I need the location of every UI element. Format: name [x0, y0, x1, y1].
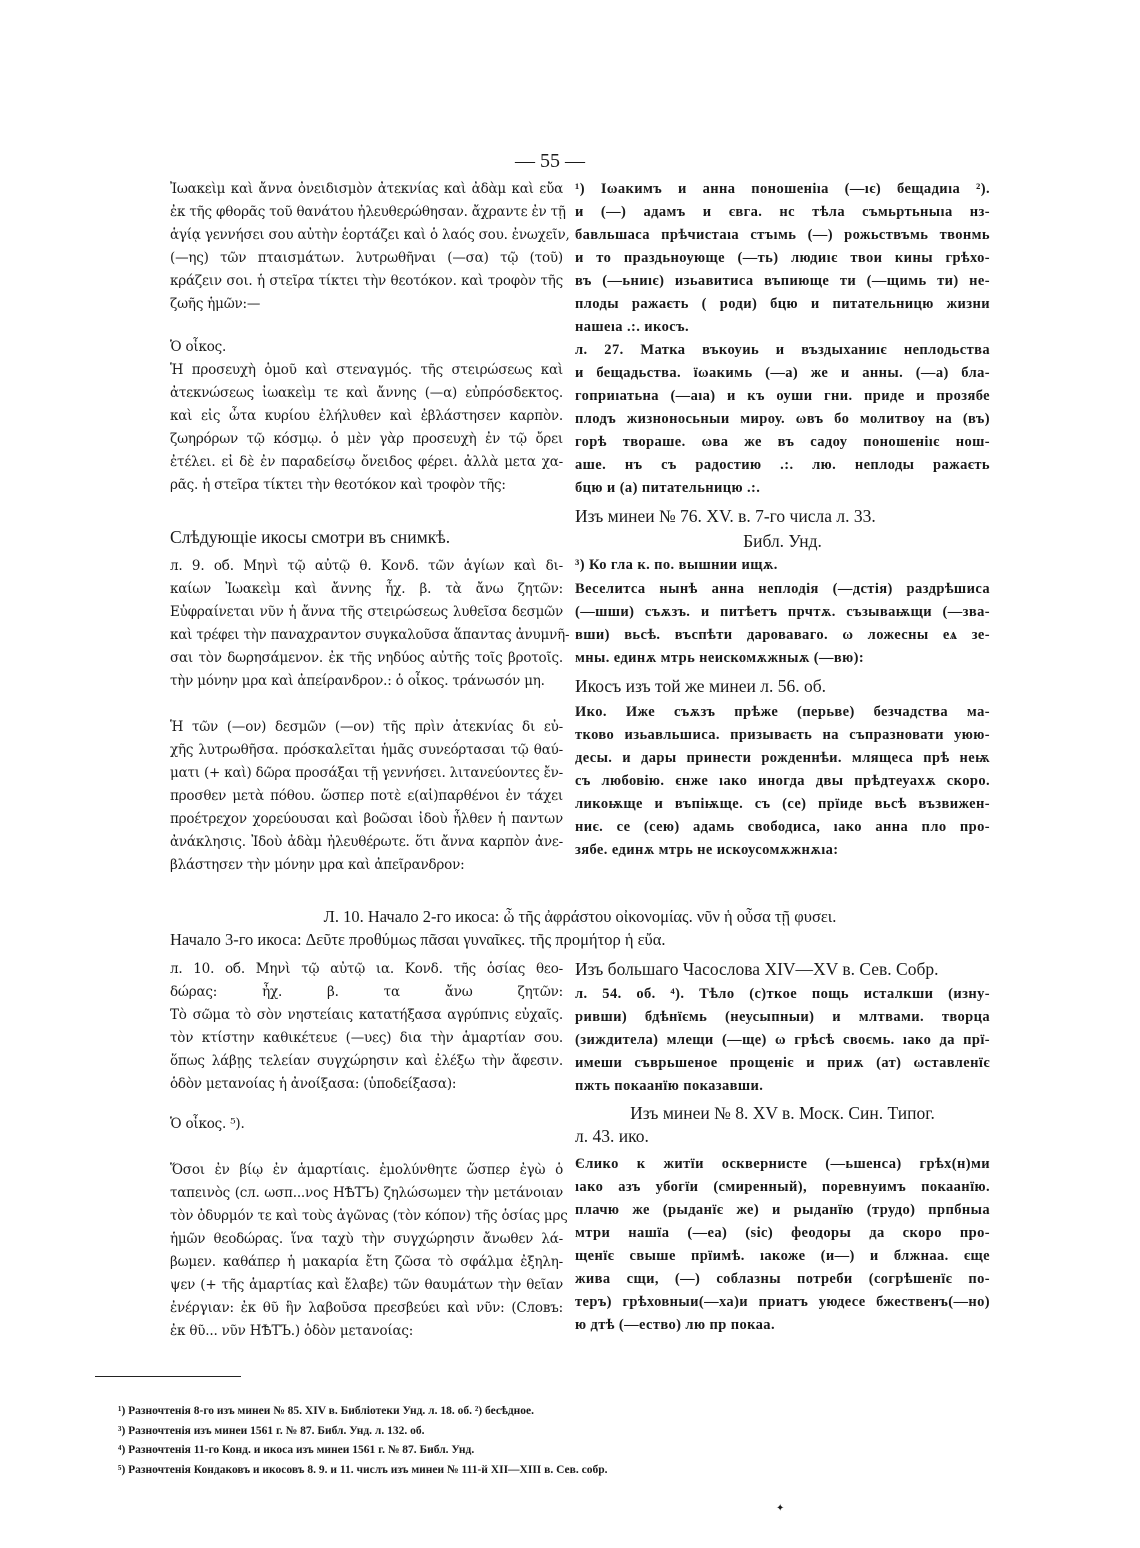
text-line: τὸν ὀδυρμόν τε καὶ τοὺς ἀγῶνας (τὸν κόπον) τῆς ὁσίας μρς — [170, 1208, 568, 1224]
text-line: горѣ твораше. ωва же въ садоу поношеніıє нош- — [575, 434, 990, 450]
text-line: и бещадьства. їωакимь (—а) же и анны. (—а) бла- — [575, 365, 990, 381]
text-line: Ико. Иже съѫзъ прѣже (перьве) безчадства ма- — [575, 704, 990, 720]
text-line: τὸν κτίστην καθικέτευε (—υες) δια τὴν ἁμαρτίαν σου. — [170, 1030, 563, 1046]
source-library: Библ. Унд. — [743, 531, 822, 551]
right-ikos-heading — [575, 675, 990, 698]
text-line: Ἰωακεὶμ καὶ ἄννα ὀνειδισμὸν ἀτεκνίας καὶ ἀδὰμ καὶ εὔα — [170, 181, 563, 197]
text-line: бавльшаса прѣчистаıа стъıмь (—) рожьствъмь твонмь — [575, 227, 990, 243]
text-line: Ἡ προσευχὴ ὁμοῦ καὶ στεναγμός. τῆς στειρώσεως καὶ — [170, 362, 563, 378]
text-line: ἐτέλει. εἰ δὲ ἐν παραδείσῳ ὄνειδος φέρει. ἀλλὰ μετα χα- — [170, 454, 563, 470]
right-slavonic-oikos — [575, 339, 990, 500]
text-line: л. 10. об. Μηνὶ τῷ αὐτῷ ια. Κονδ. τῆς ὁσίας θεο- — [170, 961, 563, 977]
right-kontakion-tone — [575, 554, 990, 577]
text-line: л. 27. Матка въкоуиь и въздыханиıє неплодьства — [575, 342, 990, 358]
text-line: τὴν μόνην μρα καὶ ἀπείρανδρον.: ὁ οἶκος. τράνωσόν μη. — [170, 673, 545, 689]
text-line: δώρας: ἦχ. β. τα ἄνω ζητῶν: — [170, 984, 563, 1000]
text-line: имеши съврьшеное прощеніє и приѫ (ат) ωставленїє — [575, 1055, 990, 1071]
text-line: βωμεν. καθάπερ ἡ μακαρία ἔτη ζῶσα τὸ σφάλμα ἐξηλη- — [170, 1254, 563, 1270]
ikos-heading: Икосъ изъ той же минеи л. 56. об. — [575, 676, 827, 696]
source-line: Изъ минеи № 76. XV. в. 7-го числа л. 33. — [575, 506, 876, 526]
text-line: χῆς λυτρωθῆσα. πρόσκαλεῖται ἡμᾶς συνεόρτασαι τῷ θαύ- — [170, 742, 563, 758]
text-line: Εὐφραίνεται νῦν ἡ ἄννα τῆς στειρώσεως λυθεῖσα δεσμῶν — [170, 604, 563, 620]
left-oikos2-heading — [170, 1113, 563, 1136]
text-line: мтри нашїа (—еа) (sic) феодоры да скоро про- — [575, 1225, 990, 1241]
text-line: л. 54. об. ⁴). Тѣло (с)ткое пощь исталкши (изну- — [575, 986, 990, 1002]
text-line: гоприıатьна (—аıа) и къ оуши гни. приде и прозябе — [575, 388, 990, 404]
text-line: плодъ жизноносьныи мироу. ωвъ бо молитвоу на (въ) — [575, 411, 990, 427]
section-heading: Слѣдующіе икосы смотри въ снимкѣ. — [170, 527, 451, 547]
right-slavonic-kontakion — [575, 178, 990, 339]
text-line: ζωῆς ἡμῶν:— — [170, 296, 261, 312]
text-line: Ὅσοι ἐν βίῳ ἐν ἁμαρτίαις. ἐμολύνθητε ὥσπερ ἐγὼ ὁ — [170, 1162, 563, 1178]
text-line: ἐνέργιαν: ἐκ θῦ ἣν λαβοῦσα πρεσβεύει καὶ νῦν: (Словъ: — [170, 1300, 563, 1316]
text-line: жива сщи, (—) соблазны потреби (согрѣшенїє по- — [575, 1271, 990, 1287]
text-line: ю дтѣ (—ество) лю пр покаа. — [575, 1317, 775, 1333]
text-line: Веселитса нынѣ анна неплодія (—дстія) раздрѣшиса — [575, 581, 990, 597]
text-line: ρᾶς. ἡ στεῖρα τίκτει τὴν θεοτόκον καὶ τροφὸν τῆς: — [170, 477, 506, 493]
source-line: Изъ большаго Часослова XIV—XV в. Сев. Собр. — [575, 959, 939, 979]
text-line: ривши) бдѣнїємь (неусыпныи) и млтвами. творца — [575, 1009, 990, 1025]
right-source-1 — [575, 505, 990, 553]
text-line: Єлико к житїи осквернисте (—ьшенса) грѣх(н)ми — [575, 1156, 990, 1172]
text-line: σαι τὸν δωρησάμενον. ἐκ τῆς νηδύος αὐτῆς τοῖς βροτοῖς. — [170, 650, 563, 666]
print-mark: ✦ — [776, 1503, 785, 1514]
kontakion-tone: ³) Ко гла к. по. вышнии ищѫ. — [575, 557, 778, 573]
text-line: мны. единѫ мтрь неискомѫжныѫ (—вю): — [575, 650, 865, 666]
text-line: ταπεινὸς (сл. ωσπ...νος НѢТЪ) ζηλώσωμεν τὴν μετάνοιαν — [170, 1185, 563, 1201]
text-line: теръ) грѣховныи(—ха)и приатъ уюдесе бжественъ(—но) — [575, 1294, 990, 1310]
text-line: пжть покаанїю показавши. — [575, 1078, 764, 1094]
text-line: ниє. се (сею) адамь свободиса, ıако анна пло про- — [575, 819, 990, 835]
text-line: вши) вьсѣ. въспѣти дароваваго. ω ложесны еѧ зе- — [575, 627, 990, 643]
right-ikos-text — [575, 701, 990, 862]
text-line: Изъ минеи № 8. XV в. Моск. Син. Типог. — [630, 1103, 935, 1123]
left-kontakion-9 — [170, 555, 570, 693]
right-ikos-11 — [575, 1153, 990, 1337]
text-line: ⁵) Разночтенія Кондаковъ и икосовъ 8. 9. и 11. числъ изъ минеи № 111-й XII—XIII в. Сев. собр. — [118, 1463, 608, 1476]
text-line: (зиждитела) млещи (—ще) ω грѣсѣ своємь. ıако да прї- — [575, 1032, 990, 1048]
text-line: Л. 10. Начало 2-го икоса: ὦ τῆς ἀφράστου οἰκονομίας. νῦν ἡ οὖσα τῇ φυσει. — [323, 907, 837, 926]
text-line: Начало 3-го икоса: Δεῦτε προθύμως πᾶσαι γυναῖκες. τῆς προμήτορ ἡ εὔα. — [170, 930, 666, 949]
text-line: ³) Разночтенія изъ минеи 1561 г. № 87. Библ. Унд. л. 132. об. — [118, 1424, 425, 1437]
text-line: щенїє свыше прїимѣ. ıакоже (и—) и блжнаа. єще — [575, 1248, 990, 1264]
text-line: κράζειν σοι. ἡ στεῖρα τίκτει τὴν θεοτόκον. καὶ τροφὸν τῆς — [170, 273, 563, 289]
text-line: тково изьавльшиса. призываєть на съпразновати уюю- — [575, 727, 990, 743]
left-greek-kontakion-ending — [170, 178, 570, 316]
text-line: ἐκ τῆς φθορᾶς τοῦ θανάτου ἠλευθερώθησαν. ἄχραντε ἐν τῇ — [170, 204, 566, 220]
right-kontakion-text — [575, 578, 990, 670]
text-line: ¹) Іωакимъ и анна поношеніıа (—ıє) бещадиıа ²). — [575, 181, 990, 197]
text-line: плачю же (рыданїє же) и рыданїю (трудо) прпбныа — [575, 1202, 990, 1218]
footnote-divider — [95, 1376, 241, 1377]
text-line: и (—) адамъ и євга. нс тѣла съмьртьныıа нз- — [575, 204, 990, 220]
text-line: ζωηρόρων τῷ κόσμῳ. ὁ μὲν γὰρ προσευχὴ ἐν τῷ ὄρει — [170, 431, 563, 447]
text-line: ψεν (+ τῆς ἁμαρτίας καὶ ἔλαβε) τῶν θαυμάτων τὴν θεῖαν — [170, 1277, 563, 1293]
text-line: л. 9. об. Μηνὶ τῷ αὐτῷ θ. Κονδ. τῶν ἁγίων καὶ δι- — [170, 558, 563, 574]
text-line: л. 43. ико. — [575, 1126, 649, 1146]
text-line: βλάστησεν τὴν μόνην μρα καὶ ἀπεῖρανδρον: — [170, 857, 465, 873]
left-oikos-9 — [170, 716, 563, 877]
text-line: плоды ражаєть ( роди) бцю и питательницю жизни — [575, 296, 990, 312]
text-line: (—шши) съѫзъ. и питѣетъ прчтѫ. съзываѭщи (—зва- — [575, 604, 990, 620]
text-line: ὁδὸν μετανοίας ἡ ἀνοίξασα: (ὑποδείξασα): — [170, 1076, 457, 1092]
oikos-title: Ὁ οἶκος. ⁵). — [170, 1116, 245, 1132]
left-oikos-heading — [170, 336, 563, 359]
footnotes — [118, 1402, 608, 1480]
text-line: нашеıа .:. икосъ. — [575, 319, 689, 335]
left-kontakion-10 — [170, 958, 563, 1096]
text-line: ликоѭще и въпіѭще. съ (се) прїиде вьсѣ възвижен- — [575, 796, 990, 812]
text-line: ἡμῶν θεοδώρας. ἵνα ταχὺ τὴν συγχώρησιν ἄνωθεν λά- — [170, 1231, 563, 1247]
text-line: бцю и (а) питательницю .:. — [575, 480, 761, 496]
text-line: ὅπως λάβῃς τελείαν συγχώρησιν καὶ ἐλέξω τὴν ἄφεσιν. — [170, 1053, 563, 1069]
text-line: аше. нъ съ радостию .:. лю. неплоды ражаєть — [575, 457, 990, 473]
text-line: Τὸ σῶμα τὸ σὸν νηστείαις κατατήξασα αγρύπνις εὐχαῖς. — [170, 1007, 563, 1023]
text-line: καὶ τρέφει τὴν παναχραντον συγκαλοῦσα ἅπαντας ἀνυμνῆ- — [170, 627, 570, 643]
text-line: ἁγίᾳ γεννήσει σου αὐτὴν ἑορτάζει καὶ ὁ λαός σου. ἐνωχεῖν, — [170, 227, 570, 243]
text-line: Ἡ τῶν (—ον) δεσμῶν (—ον) τῆς πρὶν ἀτεκνίας δι εὐ- — [170, 719, 563, 735]
full-width-ikos-beginnings — [170, 905, 990, 951]
text-line: ἀτεκνώσεως ἰωακεὶμ τε καὶ ἄννης (—α) εὐπρόσδεκτος. — [170, 385, 563, 401]
text-line: (—ης) τῶν πταισμάτων. λυτρωθῆναι (—σα) τῷ (τοῦ) — [170, 250, 563, 266]
text-line: καὶ εἰς ὦτα κυρίου ἐλήλυθεν καὶ ἐβλάστησεν καρπὸν. — [170, 408, 563, 424]
text-line: ıако азъ убогїи (смиренный), поревнуимъ покаанїю. — [575, 1179, 990, 1195]
left-greek-oikos-text — [170, 359, 563, 497]
right-chasoslov-text — [575, 983, 990, 1098]
text-line: съ любовію. єнже ıако иногда двы прѣдтеуахѫ скоро. — [575, 773, 990, 789]
text-line: προέτρεχον χορεύουσαι καὶ βοῶσαι ἰδοὺ ἦλθεν ἡ παντων — [170, 811, 563, 827]
text-line: ¹) Разночтенія 8-го изъ минеи № 85. XIV в. Библіотеки Унд. л. 18. об. ²) бесѣдное. — [118, 1405, 535, 1417]
oikos-title: Ὁ οἶκος. — [170, 339, 227, 355]
text-line: προσθεν μετὰ πόθου. ὥσπερ ποτὲ ε(αἱ)παρθένοι ἐν τάχει — [170, 788, 563, 804]
right-source-2 — [575, 958, 990, 981]
text-line: καίων Ἰωακεὶμ καὶ ἄννης ἦχ. β. τὰ ἄνω ζητῶν: — [170, 581, 563, 597]
text-line: ἐκ θῦ... νῦν НѢТЪ.) ὁδὸν μετανοίας: — [170, 1323, 414, 1339]
text-line: ⁴) Разночтенія 11-го Конд. и икоса изъ минеи 1561 г. № 87. Библ. Унд. — [118, 1444, 475, 1456]
text-line: ματι (+ καὶ) δῶρα προσάξαι τῇ γεννήσει. λιτανεύοντες ἔν- — [170, 765, 563, 781]
text-line: въ (—ьниıє) изьавитиса въпиюще ти (—щимь ти) не- — [575, 273, 990, 289]
text-line: зябе. единѫ мтрь не искоусомѫжнѫıа: — [575, 842, 839, 858]
text-line: десы. и дары принести рожденнѣи. млящеса прѣ неѭ — [575, 750, 990, 766]
left-section-heading — [170, 526, 563, 549]
left-oikos-10 — [170, 1159, 568, 1343]
text-line: и то праздьноующе (—ть) людиıє твои кины грѣхо- — [575, 250, 990, 266]
page-number: — 55 — — [515, 150, 585, 172]
right-source-3 — [575, 1102, 990, 1148]
text-line: ἀνάκλησις. Ἰδοὺ ἀδὰμ ἠλευθέρωτε. ὅτι ἄννα καρπὸν ἀνε- — [170, 834, 563, 850]
